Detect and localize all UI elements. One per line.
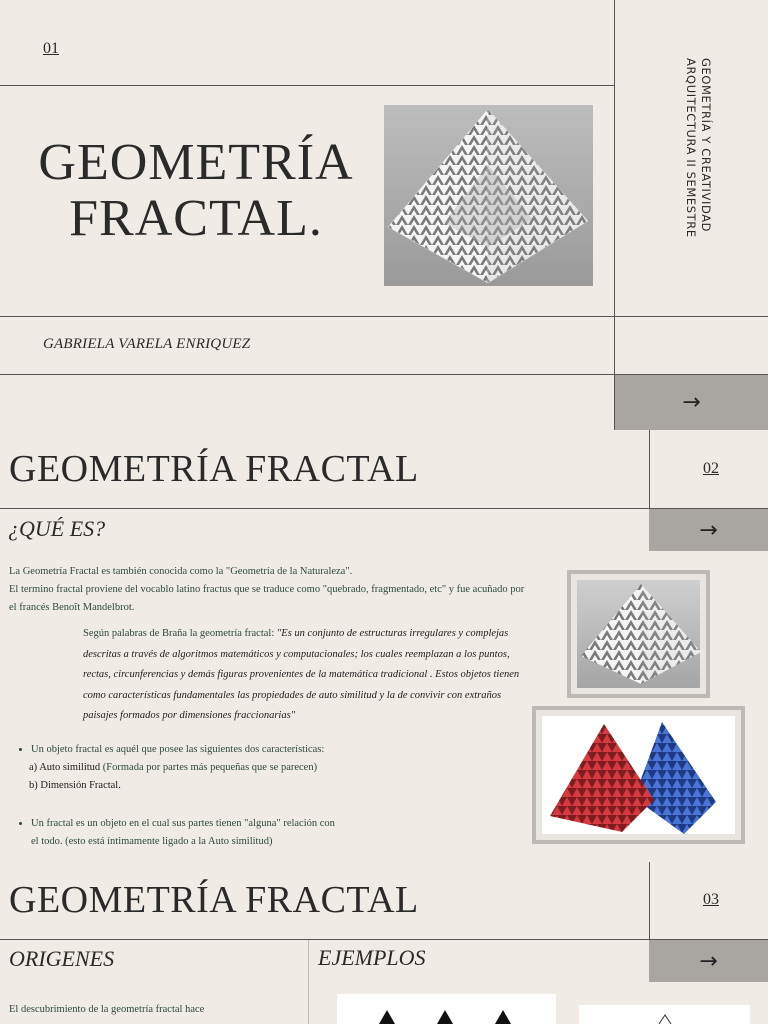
next-arrow-button[interactable]: →: [649, 940, 768, 982]
definition-quote: [83, 623, 523, 726]
pyramid-photo-frame: [567, 570, 710, 698]
color-pyramids-frame: [532, 706, 745, 844]
color-pyramids-illustration: [542, 716, 739, 838]
origins-text: El descubrimiento de la geometría fractal hace: [9, 1004, 205, 1015]
author-name: GABRIELA VARELA ENRIQUEZ: [43, 336, 251, 352]
page-number: 02: [703, 460, 719, 477]
page-number: 01: [43, 40, 59, 57]
column-title-ejemplos: EJEMPLOS: [318, 945, 426, 970]
list-item: • Un fractal es un objeto en el cual sus partes tienen "alguna" relación con el todo. (esto está íntimamente ligado a la Auto similitud): [31, 815, 537, 851]
list-item: b) Dimensión Fractal.: [29, 780, 121, 791]
fractal-example-image: [579, 1005, 750, 1024]
divider: [0, 85, 615, 86]
cover-title-line2: FRACTAL.: [69, 190, 323, 247]
triangles-illustration: [337, 994, 556, 1024]
cover-title: [28, 135, 364, 247]
side-caption-line2: ARQUITECTURA II SEMESTRE: [684, 58, 698, 238]
intro-text: [9, 563, 534, 617]
triangle-outline-illustration: [579, 1005, 750, 1024]
page-number: 03: [703, 891, 719, 908]
quote-text: "Es un conjunto de estructuras irregulares y complejas descritas a través de algoritmos matemáticos y computacionales; los cuales reemplazan a los puntos, rectas, circunferencias y demás figuras provenientes de la matemática tradicional . Estos objetos tienen como características fundamentales las propiedades de auto similitud y la de convivir con extraños paisajes formados por dimensiones fraccionarias": [83, 628, 520, 721]
column-title-origenes: ORIGENES: [9, 946, 115, 971]
side-caption-line1: GEOMETRÍA Y CREATIVIDAD: [699, 58, 713, 233]
intro-line-1: La Geometría Fractal es también conocida como la "Geometría de la Naturaleza".: [9, 566, 353, 577]
quote-lead: Según palabras de Braña la geometría fractal:: [83, 628, 277, 639]
divider: [308, 940, 309, 1024]
list-item: a) Auto similitud (Formada por partes más pequeñas que se parecen): [29, 762, 318, 773]
intro-line-2: El termino fractal proviene del vocablo latino fractus que se traduce como "quebrado, fragmentado, etc" y fue acuñado por el francés Benoît Mandelbrot.: [9, 584, 525, 613]
color-pyramids-image: [542, 716, 735, 834]
pyramid-illustration: [384, 105, 593, 286]
sierpinski-pyramid-image: [577, 580, 700, 688]
sierpinski-pyramid-image: [384, 105, 593, 286]
divider: [614, 0, 615, 430]
characteristics-list: [17, 741, 537, 851]
pyramid-illustration: [577, 580, 704, 688]
fractal-example-image: [337, 994, 556, 1024]
cover-title-line1: GEOMETRÍA: [38, 134, 354, 191]
divider: [0, 316, 768, 317]
next-arrow-button[interactable]: →: [615, 375, 768, 430]
section-title: GEOMETRÍA FRACTAL: [9, 448, 419, 490]
section-title: GEOMETRÍA FRACTAL: [9, 879, 419, 921]
next-arrow-button[interactable]: →: [649, 509, 768, 551]
section-subtitle: ¿QUÉ ES?: [8, 516, 106, 541]
side-caption: [683, 58, 715, 248]
list-item: • Un objeto fractal es aquél que posee las siguientes dos características:: [31, 741, 537, 759]
